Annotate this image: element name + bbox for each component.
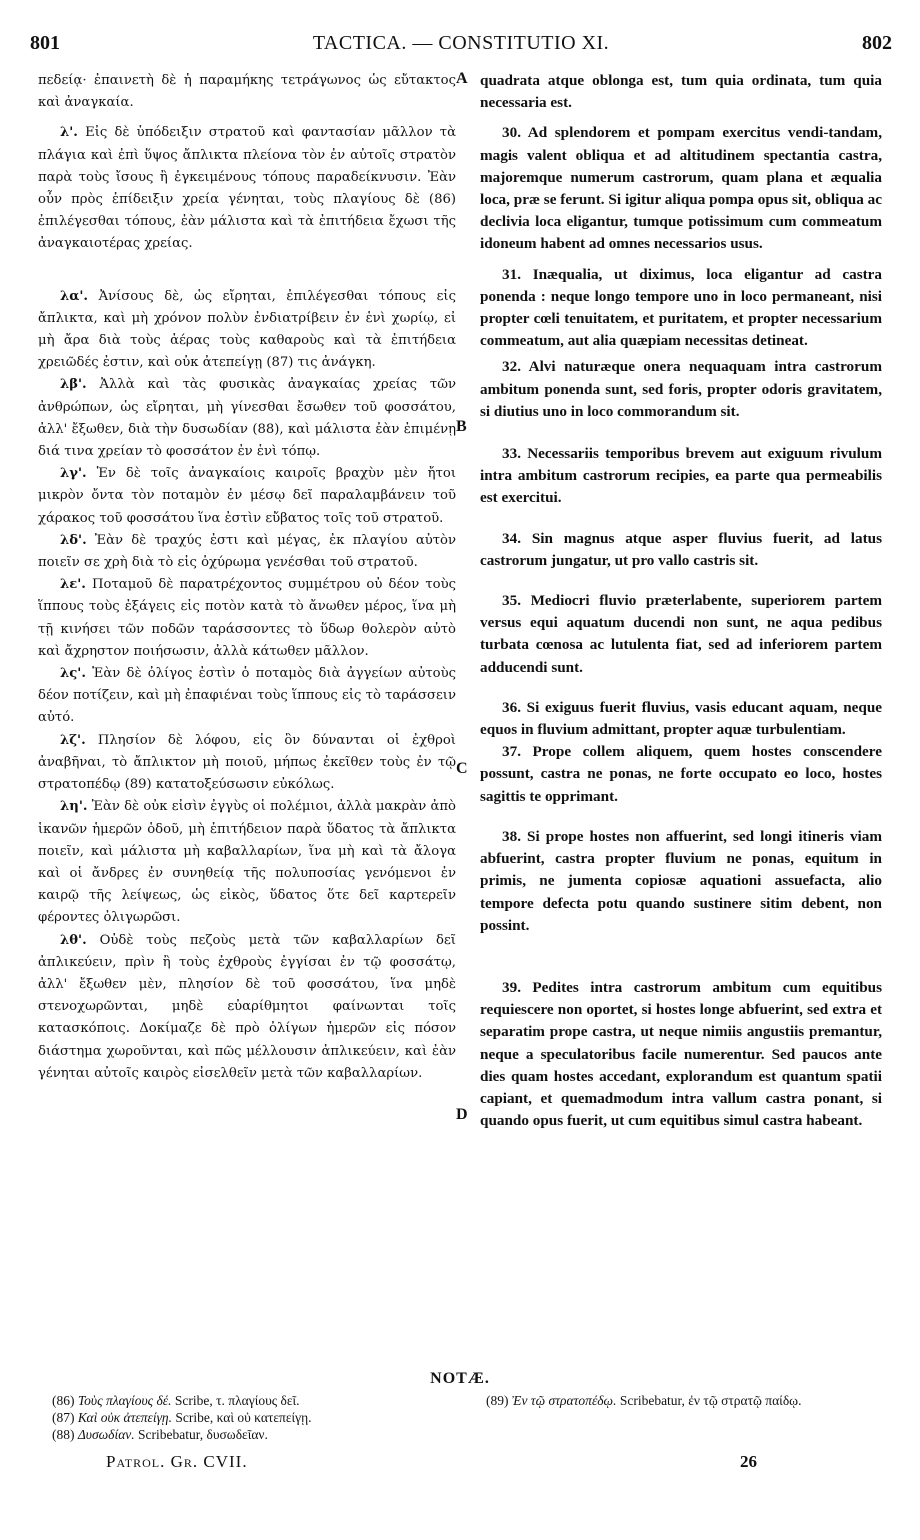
- greek-paragraph: λ'. Εἰς δὲ ὑπόδειξιν στρατοῦ καὶ φαντασίαν μᾶλλον τὰ πλάγια καὶ ἐπὶ ὕψος ἄπλικτα πλείονα τὸν ἐν αὐτοῖς στρατὸν παρὰ τοὺς ἴσους ἢ ἐγκειμένους τόπους παραδείκνυσιν. Ἐὰν οὖν πρὸς ἐπίδειξιν χρεία γένηται, τοὺς πλαγίους δὲ (86) ἐπιλέγεσθαι τόπους, ἐὰν μάλιστα καὶ τὰ ἐπιτήδεια ἔχωσι τῆς ἀναγκαιοτέρας χρείας.: [38, 125, 456, 252]
- greek-paragraph: λς'. Ἐὰν δὲ ὀλίγος ἐστὶν ὁ ποταμὸς διὰ ἀγγείων αὐτοὺς δέον ποτίζειν, καὶ μὴ ἐπαφιέναι τοὺς ἵππους εἰς τὸ ταράσσειν αὐτό.: [38, 666, 456, 726]
- left-column-number: 801: [30, 32, 60, 54]
- greek-paragraph: λα'. Ἀνίσους δὲ, ὡς εἴρηται, ἐπιλέγεσθαι τόπους εἰς ἄπλικτα, καὶ μὴ χρόνον πολὺν ἐνδιατρίβειν ἐν ἑνὶ χωρίῳ, εἰ μὴ ἄρα διὰ τοὺς ἀέρας τοὺς καθαροὺς καὶ τὰ ἐπιτήδεια χρειῶδές ἐστιν, καὶ οὐκ ἀτεπείγῃ (87) τις ἀνάγκη.: [38, 288, 456, 371]
- running-title: TACTICA. — CONSTITUTIO XI.: [312, 32, 610, 54]
- footer-signature: Patrol. Gr. CVII.: [106, 1452, 248, 1471]
- greek-column: [38, 70, 456, 1085]
- latin-column: [480, 70, 882, 1132]
- greek-paragraph: λβ'. Ἀλλὰ καὶ τὰς φυσικὰς ἀναγκαίας χρείας τῶν ἀνθρώπων, ὡς εἴρηται, μὴ γίνεσθαι ἔσωθεν τοῦ φοσσάτου, ἀλλ' ἔξωθεν, διὰ τὴν δυσωδίαν (88), καὶ μάλιστα ἐὰν ἐπιμένῃ διά τινα χρείαν τὸ φοσσάτον ἐν ἑνὶ τόπῳ.: [38, 377, 456, 460]
- latin-paragraph: 39. Pedites intra castrorum ambitum cum equitibus requiescere non oportet, si hostes longe abfuerint, sed extra et separatim prope castra, ut neque nimiis angustiis premantur, neque a speculatoribus facile numerentur. Sed paucos ante dies quam hostes accedant, explorandum est quantum spatii capiant, et quemadmodum intra vallum castra ponant, si quando opus fuerit, ut cum equitibus simul castra habeant.: [480, 978, 882, 1130]
- greek-paragraph: λδ'. Ἐὰν δὲ τραχύς ἐστι καὶ μέγας, ἐκ πλαγίου αὐτὸν ποιεῖν σε χρὴ διὰ τὸ εἰς ὀχύρωμα γενέσθαι τοῦ στρατοῦ.: [38, 532, 456, 571]
- running-header: [30, 32, 892, 62]
- greek-paragraph: πεδείᾳ· ἐπαινετὴ δὲ ἡ παραμήκης τετράγωνος ὡς εὔτακτος καὶ ἀναγκαία.: [38, 73, 456, 111]
- latin-paragraph: 38. Si prope hostes non affuerint, sed longi itineris viam abfuerint, castra propter fluvium ne ponas, equitum in primis, ne jumenta copiosæ aquationi assuefacta, alio tempore defecta potu quando sustinere sitim debent, non possint.: [480, 827, 882, 934]
- latin-paragraph: 30. Ad splendorem et pompam exercitus vendi-tandam, magis valent obliqua et ad altitudinem spectantia castra, majoremque numerum castrorum, quam plana et æqualia loca, præ se ferunt. Si igitur aliqua pompa opus sit, obliqua ac declivia loca eligantur, tumque potissimum cum commeatum idoneum habent ad omnes necessarios usus.: [480, 124, 882, 253]
- latin-paragraph: 37. Prope collem aliquem, quem hostes conscendere possunt, castra ne ponas, ne forte occupato eo loco, hostes sagittis te opprimant.: [480, 743, 882, 805]
- latin-paragraph: quadrata atque oblonga est, tum quia ordinata, tum quia necessaria est.: [480, 72, 882, 112]
- margin-letter-d: D: [456, 1106, 468, 1123]
- note-item: (89) Ἐν τῷ στρατοπέδῳ. Scribebatur, ἐν τῷ στρατῷ παίδῳ.: [486, 1393, 802, 1408]
- margin-letter-a: A: [456, 70, 468, 87]
- latin-paragraph: 35. Mediocri fluvio præterlabente, superiorem partem versus equi aquatum ducendi non sunt, ne aqua pedibus turbata cœnosa ac lutulenta fiat, sed ad inferiorem partem adducendi sunt.: [480, 592, 883, 676]
- note-item: (86) Τοὺς πλαγίους δέ. Scribe, τ. πλαγίους δεῖ.: [52, 1393, 300, 1408]
- note-item: (88) Δυσωδίαν. Scribebatur, δυσωδεῖαν.: [52, 1427, 268, 1442]
- margin-letter-b: B: [456, 418, 467, 435]
- note-item: (87) Καὶ οὐκ ἀτεπείγῃ. Scribe, καὶ οὐ κατεπείγῃ.: [52, 1410, 312, 1425]
- greek-paragraph: λζ'. Πλησίον δὲ λόφου, εἰς ὃν δύνανται οἱ ἐχθροὶ ἀναβῆναι, τὸ ἄπλικτον μὴ ποιοῦ, μήπως ἐκεῖθεν τοὺς ἐν τῷ στρατοπέδῳ (89) κατατοξεύσωσιν εὐκόλως.: [38, 732, 456, 793]
- latin-paragraph: 36. Si exiguus fuerit fluvius, vasis educant aquam, neque equos in fluvium admittant, propter aquæ turbulentiam.: [480, 698, 883, 739]
- notes-left: [52, 1392, 472, 1443]
- notes-heading: NOTÆ.: [430, 1370, 490, 1387]
- latin-paragraph: 32. Alvi naturæque onera nequaquam intra castrorum ambitum ponenda sunt, sed foris, propter odoris gravitatem, si diutius uno in loco commorandum sit.: [480, 358, 882, 420]
- latin-paragraph: 33. Necessariis temporibus brevem aut exiguum rivulum intra ambitum castrorum recipies, ea parte qua permeabilis est exercitui.: [480, 445, 882, 507]
- latin-paragraph: 34. Sin magnus atque asper fluvius fuerit, ad latus castrorum jungatur, ut pro vallo castris sit.: [480, 529, 883, 569]
- greek-paragraph: λη'. Ἐὰν δὲ οὐκ εἰσὶν ἐγγὺς οἱ πολέμιοι, ἀλλὰ μακρὰν ἀπὸ ἱκανῶν ἡμερῶν ὁδοῦ, μὴ ἐπιτήδειον παρὰ ὕδατος τὰ ἄπλικτα ποιεῖν, καὶ μάλιστα μὴ καβαλλαρίων, ἵνα μὴ καὶ τὰ ἄλογα καὶ οἱ ἄνδρες ἐν συνηθείᾳ τῆς πολυποσίας γενόμενοι ἐν καιρῷ τῆς λείψεως, ὡς εἰκὸς, ὕδατος ὅτε δεῖ καρτερεῖν φέροντες ὀλιγωρῶσι.: [38, 799, 456, 926]
- greek-paragraph: λε'. Ποταμοῦ δὲ παρατρέχοντος συμμέτρου οὐ δέον τοὺς ἵππους τοὺς ἐξάγεις εἰς ποτὸν κατὰ τὸ ἄνωθεν μέρος, ἵνα μὴ τῇ κινήσει τῶν ποδῶν ταράσσοντες τὸ ὕδωρ θολερὸν αὐτὸ καὶ ἄχρηστον ποιήσωσιν, ἀλλὰ κάτωθεν μᾶλλον.: [38, 577, 456, 659]
- greek-paragraph: λγ'. Ἐν δὲ τοῖς ἀναγκαίοις καιροῖς βραχὺν μὲν ἤτοι μικρὸν ὄντα τὸν ποταμὸν ἐν μέσῳ δεῖ παραλαμβάνειν τοῦ χάρακος τοῦ φοσσάτου ἵνα ἐστὶν εὔβατος τοῖς τοῦ στρατοῦ.: [38, 466, 456, 526]
- margin-letter-c: C: [456, 760, 468, 777]
- footer-sheet-number: 26: [740, 1452, 757, 1471]
- notes-right: [486, 1392, 886, 1409]
- latin-paragraph: 31. Inæqualia, ut diximus, loca eligantur ad castra ponenda : neque longo tempore uno in loco permaneant, nisi propter cœli tenuitatem, et puritatem, et propter necessarium commeatum, aut alia quæpiam necessitas detineat.: [480, 265, 883, 350]
- greek-paragraph: λθ'. Οὐδὲ τοὺς πεζοὺς μετὰ τῶν καβαλλαρίων δεῖ ἀπλικεύειν, πρὶν ἢ τοὺς ἐχθροὺς ἐγγίσαι ἐν τῷ φοσσάτῳ, ἀλλ' ἔξωθεν μὲν, πλησίον δὲ τοῦ φοσσάτου, ἵνα μηδὲ στενοχωρῶνται, μηδὲ εὐαρίθμητοι φαίνωνται τοῖς κατασκόποις. Δοκίμαζε δὲ πρὸ ὀλίγων ἡμερῶν εἰς πόσον διάστημα χωροῦνται, καὶ πῶς μέλλουσιν ἀπλικεύειν, καὶ ἐὰν γένηται αὐτοῖς καιρὸς εἰσελθεῖν μετὰ τῶν καβαλλαρίων.: [38, 932, 456, 1081]
- right-column-number: 802: [862, 32, 892, 54]
